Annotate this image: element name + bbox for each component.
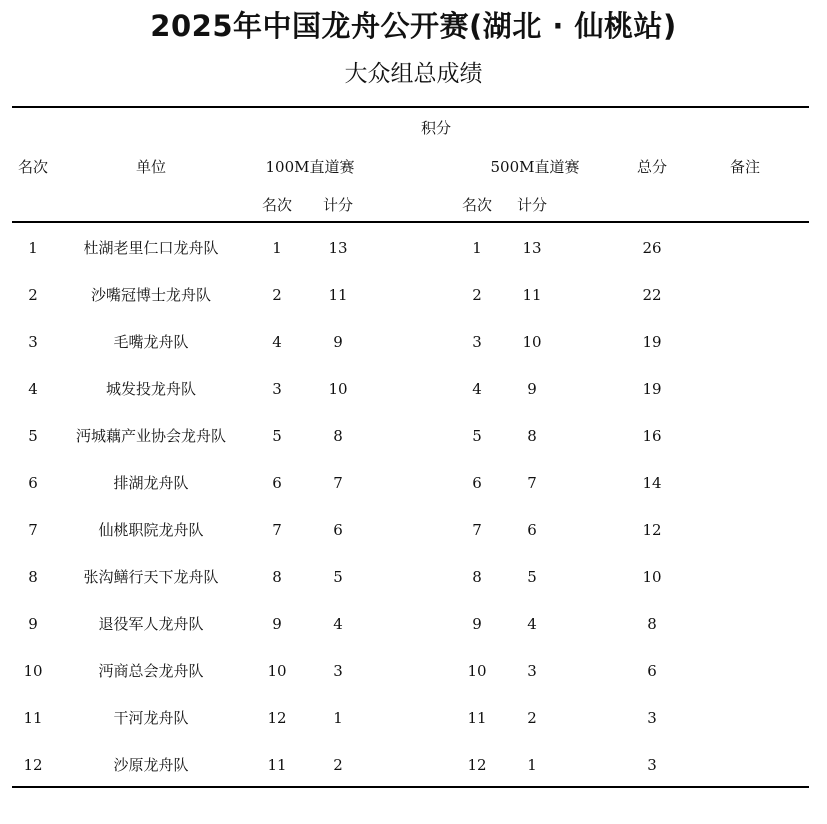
- row-unit: 城发投龙舟队: [105, 380, 197, 398]
- row-points-100m: 13: [328, 239, 348, 257]
- row-points-100m: 2: [333, 756, 343, 774]
- row-rank-100m: 6: [272, 474, 282, 492]
- row-rank-100m: 1: [272, 239, 282, 257]
- row-rank: 8: [28, 568, 38, 586]
- row-rank: 4: [28, 380, 38, 398]
- row-rank: 10: [23, 662, 43, 680]
- header-sub-points-500m: 计分: [516, 196, 548, 214]
- row-rank: 6: [28, 474, 38, 492]
- row-rank: 5: [28, 427, 38, 445]
- row-rank: 7: [28, 521, 38, 539]
- row-unit: 沔城藕产业协会龙舟队: [75, 427, 227, 445]
- row-unit: 沔商总会龙舟队: [98, 662, 204, 680]
- row-total: 19: [642, 333, 662, 351]
- row-points-500m: 13: [522, 239, 542, 257]
- header-note: 备注: [729, 158, 761, 176]
- row-total: 10: [642, 568, 662, 586]
- row-rank-100m: 8: [272, 568, 282, 586]
- row-rank-500m: 4: [472, 380, 482, 398]
- row-points-500m: 11: [522, 286, 542, 304]
- row-rank-500m: 6: [472, 474, 482, 492]
- row-rank-100m: 9: [272, 615, 282, 633]
- row-total: 16: [642, 427, 662, 445]
- row-total: 8: [647, 615, 657, 633]
- header-race-500m: 500M直道赛: [490, 158, 580, 176]
- row-total: 26: [642, 239, 662, 257]
- header-sub-rank-500m: 名次: [461, 196, 493, 214]
- row-points-100m: 1: [333, 709, 343, 727]
- row-points-100m: 9: [333, 333, 343, 351]
- row-rank-500m: 11: [467, 709, 487, 727]
- row-rank-500m: 2: [472, 286, 482, 304]
- row-points-100m: 3: [333, 662, 343, 680]
- page-subtitle: 大众组总成绩: [344, 61, 483, 87]
- row-total: 3: [647, 756, 657, 774]
- row-rank-500m: 3: [472, 333, 482, 351]
- row-points-100m: 5: [333, 568, 343, 586]
- header-race-100m: 100M直道赛: [265, 158, 355, 176]
- row-total: 19: [642, 380, 662, 398]
- row-rank-100m: 10: [267, 662, 287, 680]
- row-unit: 沙原龙舟队: [113, 756, 189, 774]
- page-title: 2025年中国龙舟公开赛(湖北 · 仙桃站): [150, 9, 677, 43]
- row-total: 3: [647, 709, 657, 727]
- row-points-100m: 11: [328, 286, 348, 304]
- header-score-group: 积分: [420, 119, 452, 137]
- row-rank-500m: 9: [472, 615, 482, 633]
- row-unit: 张沟鳝行天下龙舟队: [83, 568, 219, 586]
- row-rank: 2: [28, 286, 38, 304]
- row-rank-100m: 4: [272, 333, 282, 351]
- row-points-500m: 2: [527, 709, 537, 727]
- row-points-100m: 4: [333, 615, 343, 633]
- row-points-500m: 10: [522, 333, 542, 351]
- row-unit: 杜湖老里仁口龙舟队: [83, 239, 219, 257]
- row-rank-500m: 7: [472, 521, 482, 539]
- header-rank: 名次: [17, 158, 49, 176]
- row-rank-100m: 12: [267, 709, 287, 727]
- row-unit: 干河龙舟队: [113, 709, 189, 727]
- row-rank-500m: 10: [467, 662, 487, 680]
- row-total: 6: [647, 662, 657, 680]
- row-unit: 仙桃职院龙舟队: [98, 521, 204, 539]
- row-unit: 毛嘴龙舟队: [113, 333, 189, 351]
- row-unit: 排湖龙舟队: [113, 474, 189, 492]
- header-sub-rank-100m: 名次: [261, 196, 293, 214]
- row-rank-500m: 5: [472, 427, 482, 445]
- header-sub-points-100m: 计分: [322, 196, 354, 214]
- row-rank-100m: 7: [272, 521, 282, 539]
- row-points-100m: 7: [333, 474, 343, 492]
- header-total: 总分: [636, 158, 668, 176]
- row-total: 12: [642, 521, 662, 539]
- header-unit: 单位: [135, 158, 167, 176]
- row-rank: 9: [28, 615, 38, 633]
- row-rank-500m: 12: [467, 756, 487, 774]
- row-points-500m: 9: [527, 380, 537, 398]
- row-unit: 退役军人龙舟队: [98, 615, 204, 633]
- table-bottom-rule: [12, 786, 809, 788]
- table-top-rule: [12, 106, 809, 108]
- row-rank: 3: [28, 333, 38, 351]
- row-rank-100m: 5: [272, 427, 282, 445]
- row-points-500m: 1: [527, 756, 537, 774]
- row-rank: 12: [23, 756, 43, 774]
- row-total: 14: [642, 474, 662, 492]
- row-rank: 11: [23, 709, 43, 727]
- row-points-500m: 8: [527, 427, 537, 445]
- row-unit: 沙嘴冠博士龙舟队: [90, 286, 212, 304]
- row-rank-100m: 2: [272, 286, 282, 304]
- row-points-500m: 4: [527, 615, 537, 633]
- row-rank-100m: 3: [272, 380, 282, 398]
- table-header-rule: [12, 221, 809, 223]
- row-points-500m: 7: [527, 474, 537, 492]
- row-points-100m: 8: [333, 427, 343, 445]
- row-total: 22: [642, 286, 662, 304]
- row-points-500m: 3: [527, 662, 537, 680]
- row-rank-500m: 8: [472, 568, 482, 586]
- row-points-100m: 6: [333, 521, 343, 539]
- row-rank-100m: 11: [267, 756, 287, 774]
- row-rank: 1: [28, 239, 38, 257]
- row-points-500m: 5: [527, 568, 537, 586]
- row-rank-500m: 1: [472, 239, 482, 257]
- row-points-100m: 10: [328, 380, 348, 398]
- row-points-500m: 6: [527, 521, 537, 539]
